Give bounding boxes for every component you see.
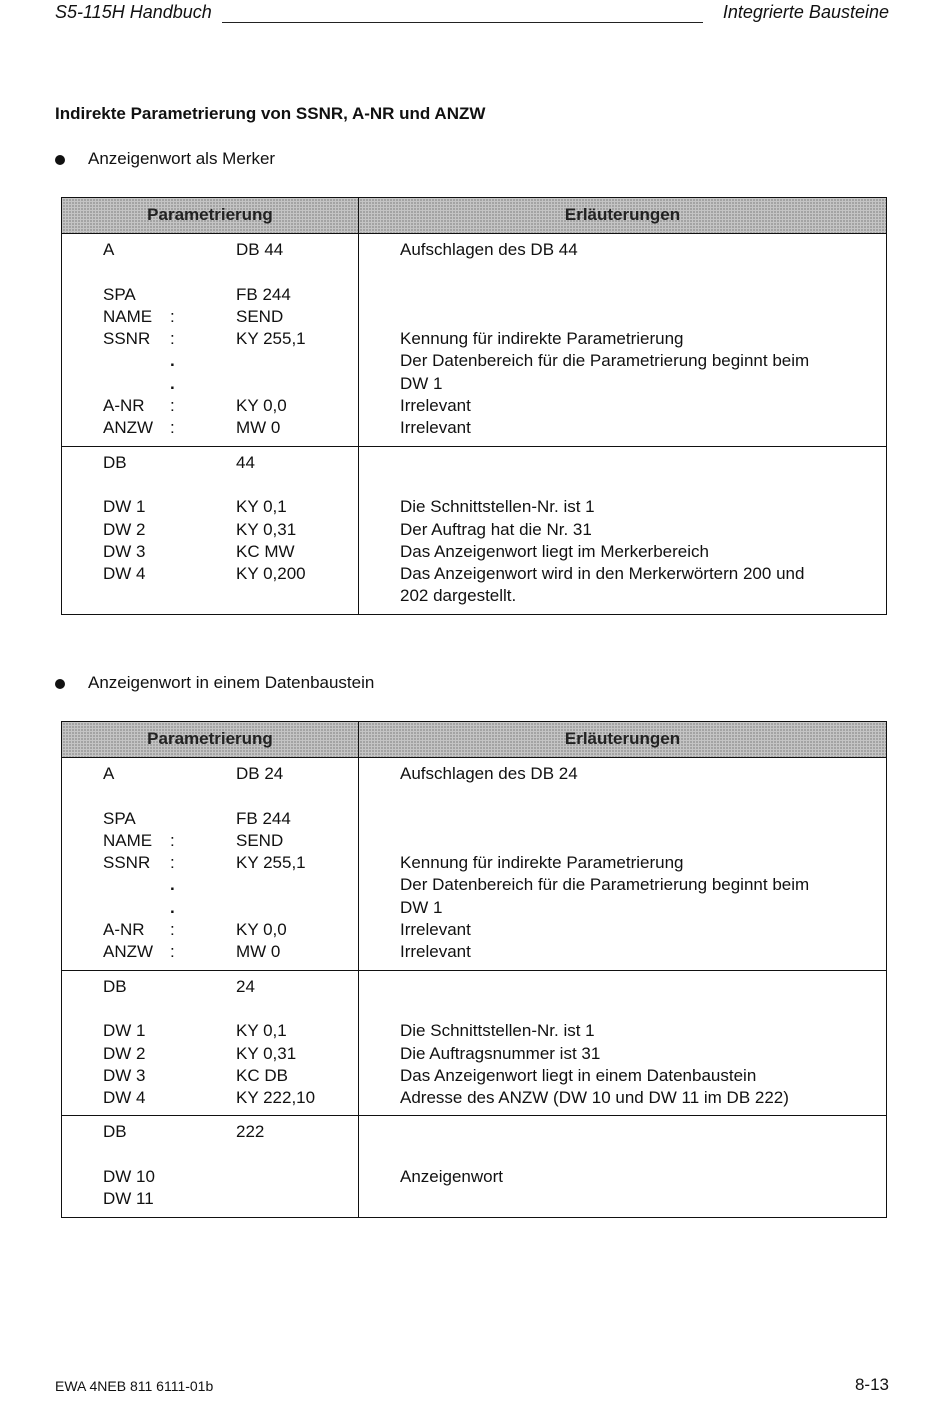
explanation-line: Irrelevant bbox=[400, 942, 471, 962]
parameter-operand: DW 10 bbox=[103, 1167, 155, 1187]
parameter-line bbox=[62, 1020, 358, 1042]
parameter-separator: : bbox=[170, 942, 175, 962]
parameter-separator: : bbox=[170, 853, 175, 873]
parametrierung-cell bbox=[62, 758, 359, 971]
parameter-operand: SPA bbox=[103, 284, 136, 304]
header-chapter-title: Integrierte Bausteine bbox=[722, 2, 889, 22]
explanation-line bbox=[359, 830, 886, 852]
explanation-line: Anzeigenwort bbox=[400, 1167, 504, 1187]
parameter-line bbox=[62, 350, 358, 372]
parameter-operand: DW 4 bbox=[103, 1088, 146, 1108]
erlaeuterungen-cell bbox=[359, 234, 887, 447]
parameter-line bbox=[62, 1043, 358, 1065]
explanation-line: Irrelevant bbox=[400, 920, 471, 940]
parameter-separator: . bbox=[170, 875, 175, 895]
parameter-operand: DB bbox=[103, 976, 127, 996]
parameter-operand: DW 11 bbox=[103, 1189, 154, 1209]
bullet-dot-icon bbox=[55, 155, 65, 165]
parametrierung-cell bbox=[62, 234, 359, 447]
explanation-line: Die Auftragsnummer ist 31 bbox=[400, 1043, 601, 1063]
parameter-operand: ANZW bbox=[103, 942, 154, 962]
erlaeuterungen-cell bbox=[359, 758, 887, 971]
column-header-parametrierung: Parametrierung bbox=[62, 198, 359, 234]
explanation-line bbox=[359, 306, 886, 328]
parametrierung-cell bbox=[62, 970, 359, 1116]
parameter-line bbox=[62, 239, 358, 261]
parameter-value: KY 255,1 bbox=[236, 329, 306, 349]
parameter-operand: DW 3 bbox=[103, 1065, 146, 1085]
parameter-line bbox=[62, 519, 358, 541]
parameter-line bbox=[62, 1188, 358, 1210]
erlaeuterungen-cell bbox=[359, 970, 887, 1116]
parameter-value: DB 44 bbox=[236, 240, 284, 259]
parameter-line bbox=[62, 306, 358, 328]
table-section-row bbox=[62, 970, 887, 1116]
parameter-operand: A-NR bbox=[103, 920, 145, 940]
parameter-line bbox=[62, 1144, 358, 1166]
parameter-value: KY 255,1 bbox=[236, 853, 306, 873]
parameter-operand: ANZW bbox=[103, 418, 154, 438]
parameter-operand: DW 3 bbox=[103, 541, 146, 561]
parameter-value: 44 bbox=[236, 452, 255, 472]
parameter-line bbox=[62, 541, 358, 563]
parameter-separator: : bbox=[170, 396, 175, 416]
parameter-value: FB 244 bbox=[236, 284, 291, 304]
explanation-line: Der Datenbereich für die Parametrierung beginnt beim bbox=[400, 875, 810, 895]
explanation-line bbox=[359, 452, 886, 474]
explanation-line: Das Anzeigenwort liegt in einem Datenbaustein bbox=[400, 1065, 757, 1085]
explanation-line: Aufschlagen des DB 24 bbox=[400, 764, 578, 783]
erlaeuterungen-cell bbox=[359, 446, 887, 614]
explanation-line bbox=[359, 998, 886, 1020]
explanation-line bbox=[359, 284, 886, 306]
page-header bbox=[55, 0, 889, 24]
parameter-value: KY 0,200 bbox=[236, 564, 306, 584]
parameter-value: 24 bbox=[236, 976, 255, 996]
explanation-line: Irrelevant bbox=[400, 418, 471, 438]
parameter-value: KY 222,10 bbox=[236, 1088, 316, 1108]
erlaeuterungen-cell bbox=[359, 1116, 887, 1217]
parameter-operand: DW 2 bbox=[103, 519, 146, 539]
parameter-value: SEND bbox=[236, 306, 284, 326]
parameter-line bbox=[62, 261, 358, 283]
explanation-line bbox=[359, 261, 886, 283]
parameter-operand: A-NR bbox=[103, 396, 145, 416]
parameter-value: KC MW bbox=[236, 541, 295, 561]
parameter-operand: A bbox=[103, 764, 115, 783]
parameter-value: KY 0,0 bbox=[236, 396, 287, 416]
parameter-operand: NAME bbox=[103, 306, 153, 326]
parameter-separator: : bbox=[170, 329, 175, 349]
table-header-row bbox=[62, 722, 887, 758]
parameter-line bbox=[62, 897, 358, 919]
parameter-value: KY 0,31 bbox=[236, 519, 297, 539]
explanation-line bbox=[359, 808, 886, 830]
table-section-row bbox=[62, 758, 887, 971]
parameter-line bbox=[62, 785, 358, 807]
parameter-operand: DW 2 bbox=[103, 1043, 146, 1063]
table-section-row bbox=[62, 446, 887, 614]
footer-document-number: EWA 4NEB 811 6111-01b bbox=[55, 1378, 214, 1394]
parameter-line bbox=[62, 1166, 358, 1188]
footer-page-number: 8-13 bbox=[854, 1375, 889, 1394]
parameter-separator: : bbox=[170, 418, 175, 438]
parameter-line bbox=[62, 1121, 358, 1143]
parameter-value: KY 0,0 bbox=[236, 920, 287, 940]
parameter-line bbox=[62, 998, 358, 1020]
parameter-separator: : bbox=[170, 830, 175, 850]
parameter-table-2 bbox=[61, 721, 887, 1218]
parameter-line bbox=[62, 941, 358, 963]
parameter-separator: : bbox=[170, 306, 175, 326]
table-header-row bbox=[62, 198, 887, 234]
parameter-line bbox=[62, 874, 358, 896]
parameter-operand: SSNR bbox=[103, 853, 151, 873]
column-header-parametrierung: Parametrierung bbox=[62, 722, 359, 758]
parameter-value: KY 0,31 bbox=[236, 1043, 297, 1063]
bullet-text: Anzeigenwort in einem Datenbaustein bbox=[88, 673, 375, 692]
column-header-erlaeuterungen: Erläuterungen bbox=[359, 198, 887, 234]
explanation-line: Der Auftrag hat die Nr. 31 bbox=[400, 519, 592, 539]
parameter-value: MW 0 bbox=[236, 942, 281, 962]
parameter-value: MW 0 bbox=[236, 418, 281, 438]
table-section-row bbox=[62, 1116, 887, 1217]
explanation-line: Die Schnittstellen-Nr. ist 1 bbox=[400, 1021, 595, 1041]
explanation-line: Das Anzeigenwort wird in den Merkerwörtern 200 und bbox=[400, 564, 805, 584]
parameter-operand: A bbox=[103, 240, 115, 259]
header-rule bbox=[222, 22, 703, 23]
parameter-value: KC DB bbox=[236, 1065, 288, 1085]
parameter-line bbox=[62, 763, 358, 785]
explanation-line bbox=[359, 1121, 886, 1143]
parameter-line bbox=[62, 1087, 358, 1109]
parameter-line bbox=[62, 830, 358, 852]
bullet-dot-icon bbox=[55, 679, 65, 689]
bullet-text: Anzeigenwort als Merker bbox=[88, 149, 276, 168]
parameter-operand: SPA bbox=[103, 808, 136, 828]
explanation-line bbox=[359, 1188, 886, 1210]
parameter-line bbox=[62, 474, 358, 496]
explanation-line: Das Anzeigenwort liegt im Merkerbereich bbox=[400, 541, 709, 561]
parameter-operand: DW 1 bbox=[103, 1021, 146, 1041]
parameter-operand: DB bbox=[103, 1122, 127, 1142]
parameter-value: SEND bbox=[236, 830, 284, 850]
explanation-line: Kennung für indirekte Parametrierung bbox=[400, 853, 684, 873]
parameter-separator: . bbox=[170, 897, 175, 917]
parameter-line bbox=[62, 373, 358, 395]
explanation-line bbox=[359, 785, 886, 807]
explanation-line bbox=[359, 976, 886, 998]
parameter-line bbox=[62, 328, 358, 350]
parameter-value: FB 244 bbox=[236, 808, 291, 828]
parameter-line bbox=[62, 585, 358, 607]
header-manual-title: S5-115H Handbuch bbox=[55, 2, 212, 22]
parameter-line bbox=[62, 284, 358, 306]
explanation-line: Aufschlagen des DB 44 bbox=[400, 240, 578, 259]
parameter-line bbox=[62, 395, 358, 417]
explanation-line: Adresse des ANZW (DW 10 und DW 11 im DB 222) bbox=[400, 1088, 789, 1108]
parametrierung-cell bbox=[62, 446, 359, 614]
explanation-line bbox=[359, 1144, 886, 1166]
parameter-operand: DW 4 bbox=[103, 564, 146, 584]
parameter-line bbox=[62, 563, 358, 585]
parameter-line bbox=[62, 1065, 358, 1087]
explanation-line bbox=[359, 474, 886, 496]
explanation-line: Kennung für indirekte Parametrierung bbox=[400, 329, 684, 349]
parameter-line bbox=[62, 417, 358, 439]
explanation-line: DW 1 bbox=[400, 897, 443, 917]
parameter-operand: DW 1 bbox=[103, 497, 146, 517]
explanation-line: Der Datenbereich für die Parametrierung beginnt beim bbox=[400, 351, 810, 371]
explanation-line: Die Schnittstellen-Nr. ist 1 bbox=[400, 497, 595, 517]
parameter-value: DB 24 bbox=[236, 764, 284, 783]
parameter-table-1 bbox=[61, 197, 887, 615]
parameter-operand: DB bbox=[103, 452, 127, 472]
parameter-operand: NAME bbox=[103, 830, 153, 850]
column-header-erlaeuterungen: Erläuterungen bbox=[359, 722, 887, 758]
parameter-line bbox=[62, 976, 358, 998]
parameter-value: KY 0,1 bbox=[236, 497, 287, 517]
parameter-line bbox=[62, 496, 358, 518]
parameter-separator: : bbox=[170, 920, 175, 940]
explanation-line: Irrelevant bbox=[400, 396, 471, 416]
table-section-row bbox=[62, 234, 887, 447]
parametrierung-cell bbox=[62, 1116, 359, 1217]
parameter-operand: SSNR bbox=[103, 329, 151, 349]
parameter-separator: . bbox=[170, 351, 175, 371]
parameter-line bbox=[62, 808, 358, 830]
parameter-line bbox=[62, 452, 358, 474]
parameter-line bbox=[62, 919, 358, 941]
parameter-line bbox=[62, 852, 358, 874]
explanation-line: 202 dargestellt. bbox=[400, 586, 517, 606]
explanation-line: DW 1 bbox=[400, 373, 443, 393]
parameter-value: 222 bbox=[236, 1122, 265, 1142]
section-title: Indirekte Parametrierung von SSNR, A-NR und ANZW bbox=[55, 104, 486, 123]
parameter-separator: . bbox=[170, 373, 175, 393]
parameter-value: KY 0,1 bbox=[236, 1021, 287, 1041]
